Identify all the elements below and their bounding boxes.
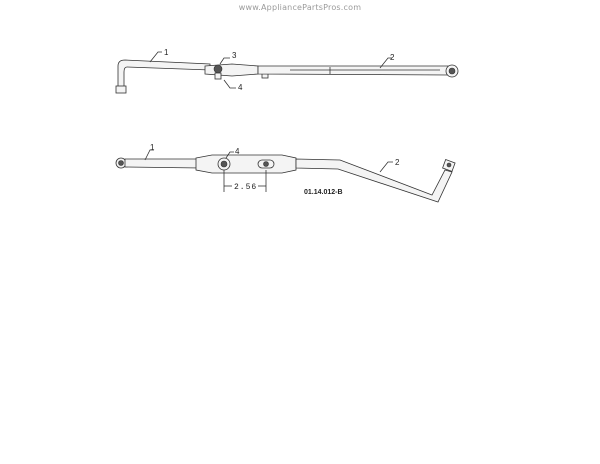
callout-2-bottom: 2 bbox=[395, 158, 400, 167]
top-main-tube bbox=[258, 66, 448, 75]
top-nut bbox=[215, 73, 221, 79]
watermark-text: www.AppliancePartsPros.com bbox=[238, 3, 362, 12]
callout-1-bottom: 1 bbox=[150, 143, 155, 152]
callout-1-top: 1 bbox=[164, 48, 169, 57]
callout-2-top: 2 bbox=[390, 53, 395, 62]
top-left-elbow bbox=[118, 60, 210, 88]
bottom-left-tube bbox=[125, 159, 200, 168]
bottom-center-housing bbox=[196, 155, 296, 173]
callout-3-top: 3 bbox=[232, 51, 237, 60]
top-assembly bbox=[116, 48, 458, 93]
top-clamp-screw bbox=[214, 65, 222, 73]
dimension-label: 2.56 bbox=[234, 183, 258, 192]
diagram-code: 01.14.012-B bbox=[304, 189, 343, 196]
callout-4-top: 4 bbox=[238, 83, 243, 92]
top-left-end-fitting bbox=[116, 86, 126, 93]
callout-4-bottom: 4 bbox=[235, 147, 240, 156]
bottom-assembly bbox=[116, 143, 455, 202]
top-clamp bbox=[205, 64, 258, 76]
